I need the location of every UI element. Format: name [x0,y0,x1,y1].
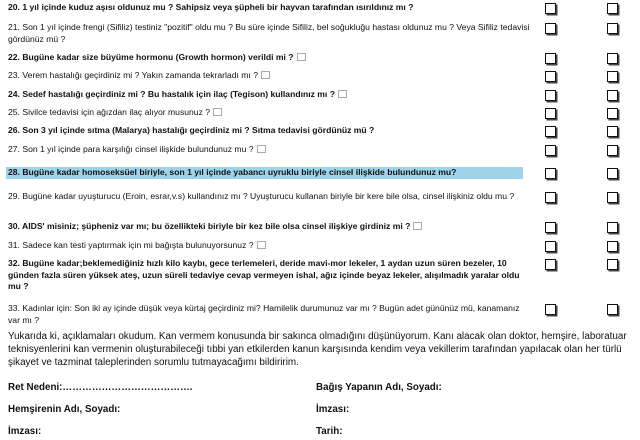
yes-checkbox[interactable] [545,53,556,64]
footnote-box-icon [257,241,266,249]
yes-checkbox[interactable] [545,241,556,252]
footnote-box-icon [413,222,422,230]
question-row [8,221,532,233]
yes-checkbox[interactable] [545,304,556,315]
question-row [8,70,532,82]
question-text: 20. 1 yıl içinde kuduz aşısı oldunuz mu ? Sahipsiz veya şüpheli bir hayvan tarafından ısırıldınız mı ? [8,2,414,12]
no-checkbox[interactable] [607,222,618,233]
footnote-box-icon [257,145,266,153]
yes-checkbox[interactable] [545,126,556,137]
question-text: 33. Kadınlar için: Son iki ay içinde düşük veya kürtaj geçirdiniz mi? Hamilelik durumunuz var mı ? Bugün adet gününüz mü, kanamanız var mı ? [8,303,520,325]
yes-checkbox[interactable] [545,71,556,82]
question-text: 23. Verem hastalığı geçirdiniz mi ? Yakın zamanda tekrarladı mı ? [8,70,258,80]
question-row [6,167,523,179]
question-text: 21. Son 1 yıl içinde frengi (Sifiliz) testiniz "pozitif" oldu mu ? Bu süre içinde Sifiliz, bel soğukluğu hastası oldunuz mu ? Veya Sifiliz tedavisi gördünüz mü ? [8,22,530,44]
no-checkbox[interactable] [607,126,618,137]
yes-checkbox[interactable] [545,222,556,233]
no-checkbox[interactable] [607,145,618,156]
question-text: 30. AIDS' misiniz; şüpheniz var mı; bu özellikteki biriyle bir kez bile olsa cinsel ilişkiye girdiniz mi ? [8,221,411,231]
question-text: 27. Son 1 yıl içinde para karşılığı cinsel ilişkide bulundunuz mu ? [8,144,254,154]
question-row [8,191,532,203]
question-text: 31. Sadece kan testi yaptırmak için mi bağışta bulunuyorsunuz ? [8,240,254,250]
no-checkbox[interactable] [607,304,618,315]
yes-checkbox[interactable] [545,168,556,179]
question-row [8,240,532,252]
question-row [8,258,532,293]
footnote-box-icon [297,53,306,61]
question-row [8,89,532,101]
question-row [8,107,532,119]
question-row [8,125,532,137]
reject-reason-label: Ret Nedeni:…………………………………. [8,382,193,393]
no-checkbox[interactable] [607,3,618,14]
question-text: 26. Son 3 yıl içinde sıtma (Malarya) hastalığı geçirdiniz mi ? Sıtma tedavisi gördünüz mü ? [8,125,375,135]
no-checkbox[interactable] [607,259,618,270]
yes-checkbox[interactable] [545,23,556,34]
question-row [8,2,532,14]
no-checkbox[interactable] [607,168,618,179]
yes-checkbox[interactable] [545,259,556,270]
no-checkbox[interactable] [607,23,618,34]
yes-checkbox[interactable] [545,145,556,156]
yes-checkbox[interactable] [545,90,556,101]
no-checkbox[interactable] [607,90,618,101]
question-text: 25. Sivilce tedavisi için ağızdan ilaç alıyor musunuz ? [8,107,211,117]
declaration-text: Yukarıda ki, açıklamaları okudum. Kan vermem konusunda bir sakınca olmadığını düşünüyorum. Kanı alacak olan doktor, hemşire, laboratuar teknisyenlerini kan vermenin oluşturabileceği tıbbi yan etkilerden kanun karşısında kendim veya vekillerim tarafından yapılacak olan her türlü şikayet ve tazminat taleplerinden sorumlu tutmayacağımı bildiririm. [8,331,627,369]
nurse-signature-label: İmzası: [8,426,42,437]
yes-checkbox[interactable] [545,108,556,119]
no-checkbox[interactable] [607,53,618,64]
question-text: 24. Sedef hastalığı geçirdiniz mi ? Bu hastalık için ilaç (Tegison) kullandınız mı ? [8,89,335,99]
question-text: 32. Bugüne kadar;beklemediğiniz hızlı kilo kaybı, gece terlemeleri, deride mavi-mor lekeler, 1 aydan uzun süren bezeler, 10 günden fazla süren yüksek ateş, uzun süreli tedaviye cevap vermeyen ishal, ağız içinde beyaz lekeler, alışılmadık yaralar oldu mu ? [8,258,520,291]
no-checkbox[interactable] [607,192,618,203]
question-row [8,52,532,64]
no-checkbox[interactable] [607,241,618,252]
donor-name-label: Bağış Yapanın Adı, Soyadı: [316,382,442,393]
question-row [8,144,532,156]
question-row [8,22,532,45]
question-row [8,303,532,326]
yes-checkbox[interactable] [545,3,556,14]
donor-signature-label: İmzası: [316,404,350,415]
yes-checkbox[interactable] [545,192,556,203]
footnote-box-icon [338,90,347,98]
date-label: Tarih: [316,426,343,437]
nurse-name-label: Hemşirenin Adı, Soyadı: [8,404,121,415]
footnote-box-icon [213,108,222,116]
question-text: 22. Bugüne kadar size büyüme hormonu (Growth hormon) verildi mi ? [8,52,294,62]
footnote-box-icon [261,71,270,79]
question-text: 29. Bugüne kadar uyuşturucu (Eroin, esrar,v.s) kullandınız mı ? Uyuşturucu kullanan biriyle bir kere bile olsa, cinsel ilişkiniz oldu mu ? [8,191,515,201]
no-checkbox[interactable] [607,108,618,119]
question-text: 28. Bugüne kadar homoseksüel biriyle, son 1 yıl içinde yabancı uyruklu biriyle cinsel ilişkide bulundunuz mu? [8,167,457,177]
no-checkbox[interactable] [607,71,618,82]
